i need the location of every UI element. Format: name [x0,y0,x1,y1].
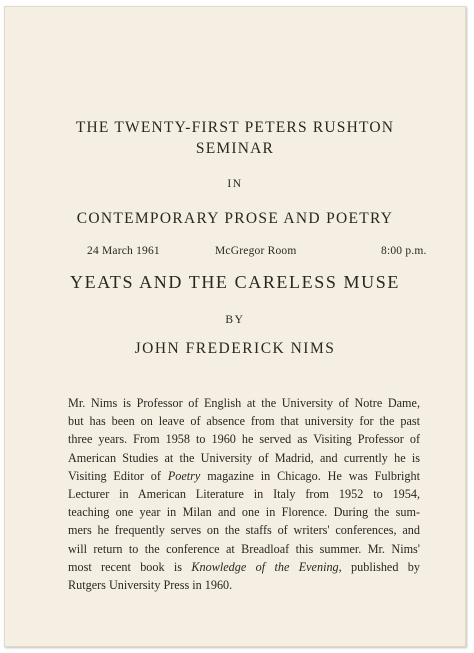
bio-line: American Studies at the University of Madrid, and currently he is [68,450,420,465]
bio-text: most recent book is [68,559,192,574]
bio-line: teaching one year in Milan and one in Florence. During the sum- [68,505,420,520]
bio-line: three years. From 1958 to 1960 he served as Visiting Professor of [68,432,420,447]
speaker-biography [68,394,420,594]
bio-line: Lecturer in American Literature in Italy from 1952 to 1954, [68,487,420,502]
seminar-label: SEMINAR [195,140,275,157]
lecture-title: YEATS AND THE CARELESS MUSE [70,272,400,292]
bio-line: Rutgers University Press in 1960. [68,578,233,593]
bio-text: magazine in Chicago. He was Fulbright [200,468,420,483]
in-label: IN [227,178,243,190]
event-room: McGregor Room [215,245,297,257]
book-title: Knowledge of the Evening [191,559,339,574]
magazine-title: Poetry [167,468,201,483]
event-time: 8:00 p.m. [381,245,427,257]
event-date: 24 March 1961 [87,245,160,257]
bio-text: Visiting Editor of [68,468,168,483]
bio-line [68,558,420,576]
bio-line: Mr. Nims is Professor of English at the University of Notre Dame, [68,396,420,410]
seminar-title: THE TWENTY-FIRST PETERS RUSHTON [75,119,395,136]
bio-text: , published by [338,559,420,574]
bio-line: mers he frequently serves on the staffs of writers' conferences, and [68,523,420,538]
seminar-card [4,6,466,647]
by-label: BY [225,314,245,326]
speaker-name: JOHN FREDERICK NIMS [134,340,336,357]
bio-line [68,467,420,485]
bio-line: will return to the conference at Breadloaf this summer. Mr. Nims' [68,541,420,556]
bio-line: but has been on leave of absence from that university for the past [68,414,420,429]
seminar-topic: CONTEMPORARY PROSE AND POETRY [76,210,394,227]
